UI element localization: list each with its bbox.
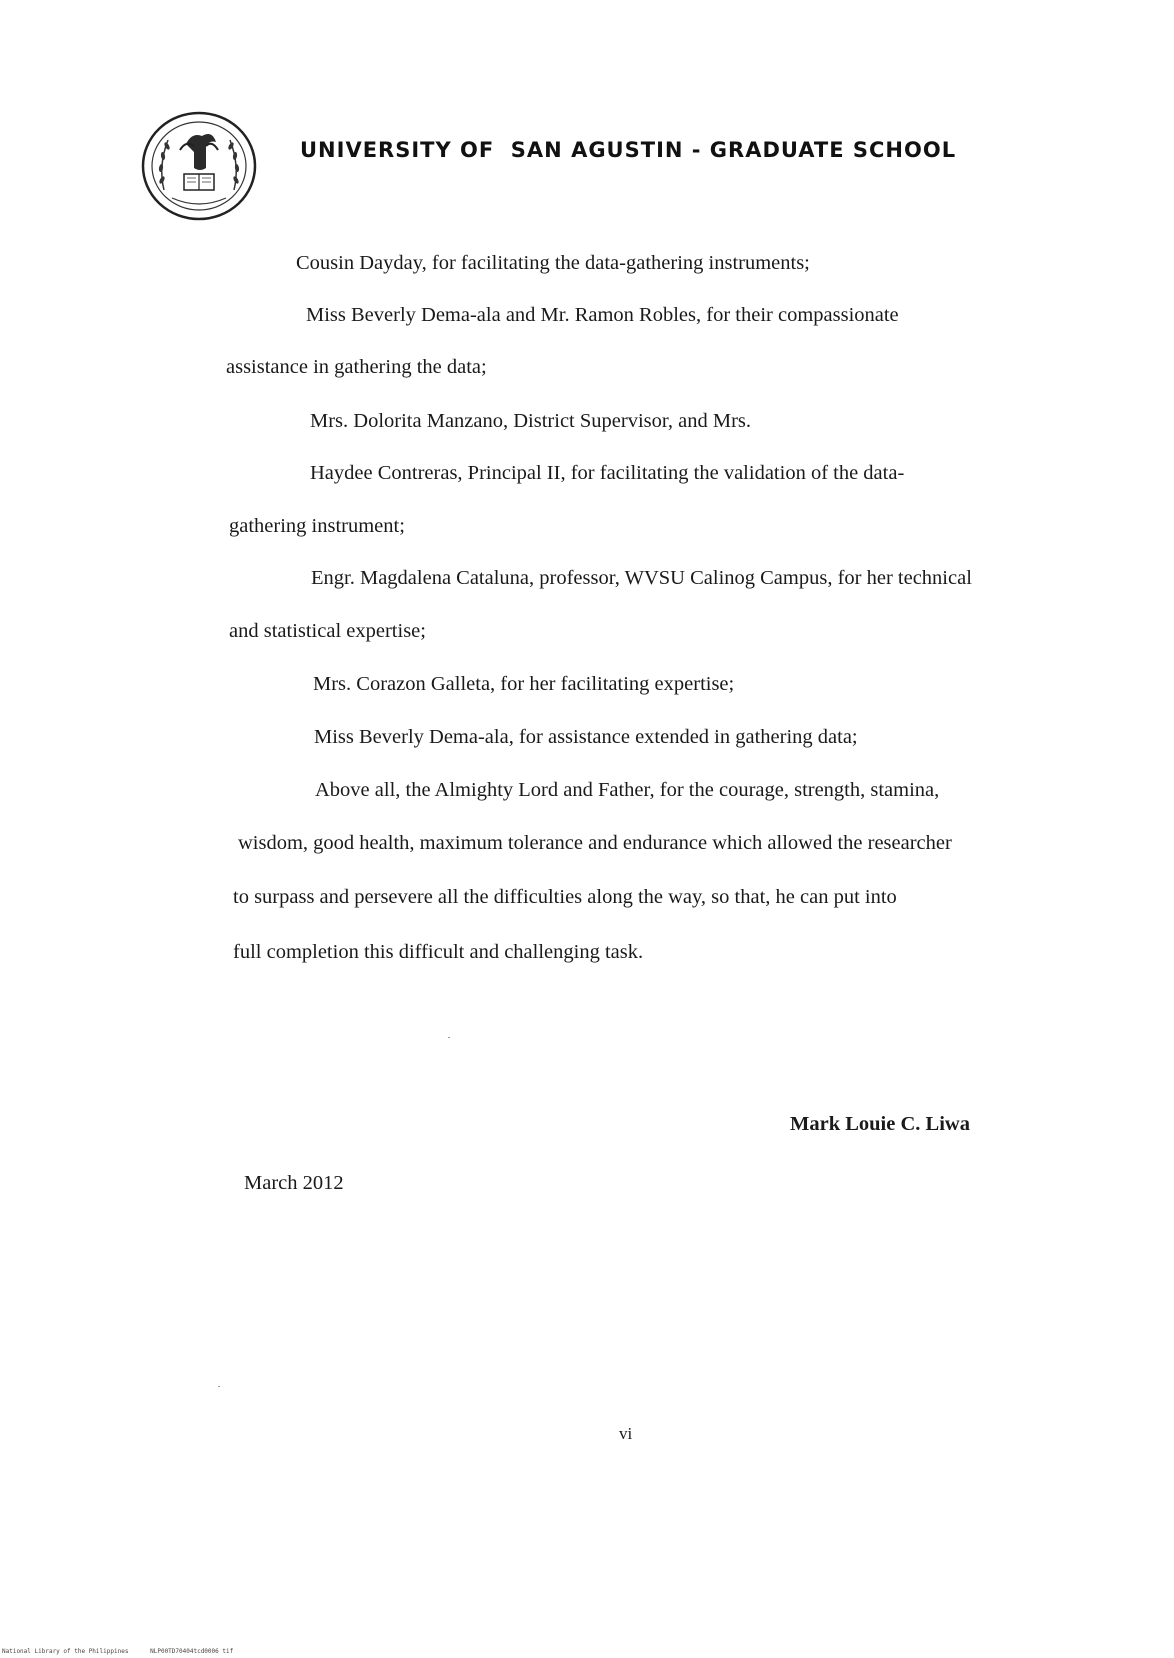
footer-library: National Library of the Philippines (2, 1648, 129, 1655)
acknowledgment-line: Engr. Magdalena Cataluna, professor, WVSU Calinog Campus, for her technical (311, 567, 972, 589)
acknowledgment-line: Mrs. Dolorita Manzano, District Supervisor, and Mrs. (310, 410, 752, 432)
acknowledgment-line: Cousin Dayday, for facilitating the data-gathering instruments; (296, 252, 810, 274)
acknowledgment-line: Haydee Contreras, Principal II, for facilitating the validation of the data- (310, 462, 905, 484)
acknowledgment-line: to surpass and persevere all the difficulties along the way, so that, he can put into (233, 886, 897, 908)
scan-footer (2, 1648, 233, 1655)
document-date: March 2012 (244, 1172, 344, 1194)
university-seal-icon (140, 110, 258, 222)
acknowledgment-line: Mrs. Corazon Galleta, for her facilitating expertise; (313, 673, 735, 695)
author-signature: Mark Louie C. Liwa (790, 1113, 970, 1135)
scan-speck (448, 1037, 450, 1038)
scan-speck (218, 1386, 220, 1387)
institution-header: UNIVERSITY OF SAN AGUSTIN - GRADUATE SCHOOL (300, 138, 957, 162)
acknowledgment-line: gathering instrument; (229, 515, 405, 537)
acknowledgment-line: assistance in gathering the data; (226, 356, 487, 378)
footer-code: NLP00TD70404tcd0006 tif (150, 1648, 234, 1655)
acknowledgment-line: Above all, the Almighty Lord and Father, for the courage, strength, stamina, (315, 779, 940, 801)
page-number: vi (619, 1424, 633, 1443)
acknowledgment-line: wisdom, good health, maximum tolerance and endurance which allowed the researcher (238, 832, 952, 854)
acknowledgment-line: Miss Beverly Dema-ala and Mr. Ramon Robles, for their compassionate (306, 304, 899, 326)
acknowledgment-line: Miss Beverly Dema-ala, for assistance extended in gathering data; (314, 726, 858, 748)
acknowledgment-line: full completion this difficult and challenging task. (233, 941, 644, 963)
acknowledgment-line: and statistical expertise; (229, 620, 426, 642)
